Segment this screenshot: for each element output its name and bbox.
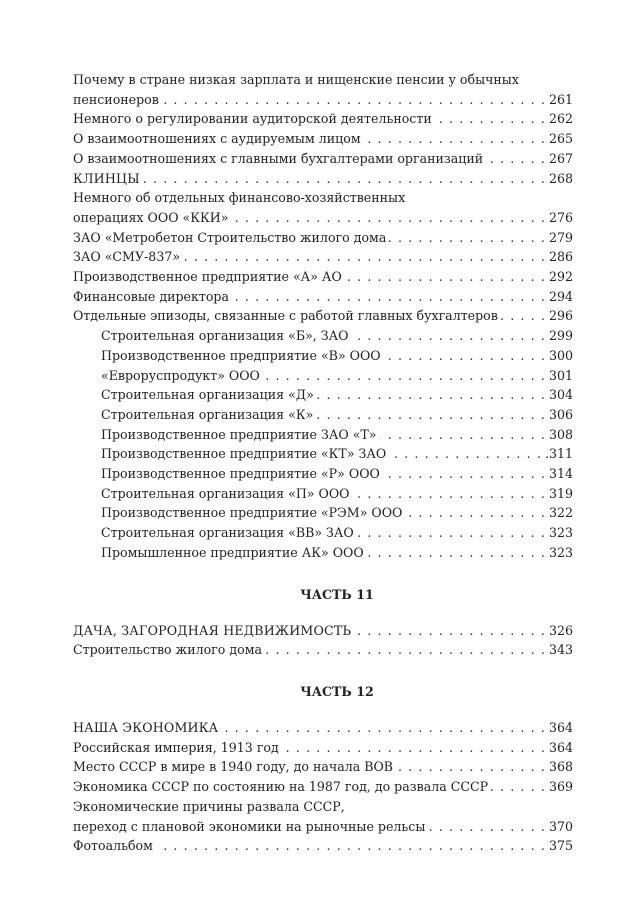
toc-entry-title: ЗАО «Метробетон Строительство жилого дома [73,229,387,245]
toc-page-number: 364 [548,719,573,735]
toc-sub-entry[interactable] [73,503,573,523]
toc-page-number: 369 [548,779,573,795]
toc-entry-title: Фотоальбом [73,838,153,854]
toc-sub-entry[interactable] [73,346,573,366]
toc-page-number: 343 [548,642,573,658]
toc-entry-title: Строительная организация «ВВ» ЗАО [101,525,354,541]
toc-sub-entry[interactable] [73,405,573,425]
toc-entry-title: О взаимоотношениях с аудируемым лицом [73,131,361,147]
toc-entry-title-line1: Немного об отдельных финансово-хозяйственных [73,190,406,206]
toc-entry[interactable] [73,109,573,129]
toc-sub-entry[interactable] [73,385,573,405]
toc-page-number: 370 [548,818,573,834]
toc-entry-title: Немного о регулировании аудиторской деятельности [73,111,432,127]
toc-entry-title: переход с плановой экономики на рыночные рельсы [73,818,426,834]
toc-entry[interactable] [73,777,573,797]
toc-page-number: 319 [548,485,573,501]
toc-page-number: 306 [548,406,573,422]
toc-page-number: 368 [548,759,573,775]
dot-leader [428,817,546,837]
toc-page-number: 265 [548,131,573,147]
toc-entry-title: Отдельные эпизоды, связанные с работой главных бухгалтеров [73,308,498,324]
table-of-contents [73,70,573,856]
toc-page-number: 326 [548,622,573,638]
dot-leader [435,109,546,129]
toc-page-number: 296 [548,308,573,324]
toc-page-number: 261 [548,91,573,107]
dot-leader [389,228,546,248]
dot-leader [162,90,546,110]
toc-page-number: 276 [548,209,573,225]
toc-page-number: 314 [548,466,573,482]
toc-page-number: .311 [544,446,573,462]
dot-leader [354,621,546,641]
dot-leader [384,346,546,366]
toc-sub-entry[interactable] [73,523,573,543]
spacer [73,605,573,621]
toc-entry-title: Производственное предприятие «В» ООО [101,347,381,363]
toc-entry-title: ДАЧА, ЗАГОРОДНАЯ НЕДВИЖИМОСТЬ [73,622,352,638]
toc-entry-title: О взаимоотношениях с главными бухгалтерами организаций [73,150,484,166]
toc-page-number: 299 [548,328,573,344]
toc-entry-title: пенсионеров [73,91,159,107]
dot-leader [367,543,546,563]
toc-page-number: 323 [548,525,573,541]
toc-sub-entry[interactable] [73,444,573,464]
dot-leader [263,366,546,386]
spacer [73,702,573,718]
dot-leader [352,326,546,346]
toc-page-number: 286 [548,249,573,265]
toc-page-number: 279 [548,229,573,245]
dot-leader [396,757,546,777]
toc-entry-title: Строительная организация «Б», ЗАО [101,328,349,344]
toc-entry-title-line1: Почему в стране низкая зарплата и нищенские пенсии у обычных [73,72,519,87]
toc-page-number: 267 [548,150,573,166]
toc-sub-entry[interactable] [73,425,573,445]
toc-entry[interactable] [73,228,573,248]
toc-page-number: 268 [548,170,573,186]
part-12-heading: ЧАСТЬ 12 [300,683,374,699]
toc-entry[interactable] [73,738,573,758]
toc-sub-entry[interactable] [73,366,573,386]
dot-leader [364,129,546,149]
toc-page-number: 308 [548,426,573,442]
toc-sub-entry[interactable] [73,326,573,346]
toc-page-number: 364 [548,739,573,755]
toc-entry-title: Место СССР в мире в 1940 году, до начала ВОВ [73,759,394,775]
toc-entry-title-line1: Экономические причины развала СССР, [73,798,345,814]
part-11-heading: ЧАСТЬ 11 [300,586,374,602]
toc-page-number: 301 [548,367,573,383]
toc-entry[interactable] [73,640,573,660]
toc-entry-title: Производственное предприятие «РЭМ» ООО [101,505,403,521]
toc-page-number: 262 [548,111,573,127]
dot-leader [231,208,546,228]
toc-entry[interactable] [73,169,573,189]
toc-entry[interactable] [73,621,573,641]
dot-leader [501,306,546,326]
toc-entry-title: Финансовые директора [73,288,230,304]
dot-leader [317,385,546,405]
toc-entry[interactable] [73,70,573,109]
dot-leader [486,149,546,169]
toc-entry-title: Производственное предприятие «А» АО [73,269,342,285]
dot-leader [282,738,546,758]
toc-sub-entry[interactable] [73,543,573,563]
toc-entry-title: Производственное предприятие «КТ» ЗАО [101,446,387,462]
toc-entry-title: Российская империя, 1913 год [73,739,279,755]
dot-leader [353,484,546,504]
toc-page-number: 322 [548,505,573,521]
toc-entry[interactable] [73,149,573,169]
toc-entry[interactable] [73,267,573,287]
toc-entry[interactable] [73,797,573,836]
toc-entry-title: Строительная организация «Д» [101,387,314,403]
dot-leader [183,247,546,267]
toc-page-number: 292 [548,269,573,285]
toc-entry-title: КЛИНЦЫ [73,170,140,186]
dot-leader [156,836,546,856]
toc-entry-title: Строительство жилого дома [73,642,262,658]
dot-leader [405,503,546,523]
toc-entry[interactable] [73,306,573,326]
toc-sub-entry[interactable] [73,464,573,484]
dot-leader [345,267,546,287]
toc-entry[interactable] [73,718,573,738]
toc-page-number: 294 [548,288,573,304]
dot-leader [221,718,546,738]
dot-leader [357,523,546,543]
toc-entry[interactable] [73,247,573,267]
toc-entry-title: Производственное предприятие «Р» ООО [101,466,380,482]
toc-entry[interactable] [73,129,573,149]
dot-leader [265,640,546,660]
toc-entry[interactable] [73,287,573,307]
dot-leader [383,464,546,484]
spacer [73,563,573,585]
toc-entry-title: «Евроруспродукт» ООО [101,367,260,383]
toc-entry-title: Строительная организация «П» ООО [101,485,350,501]
dot-leader [143,169,546,189]
toc-page-number: 323 [548,544,573,560]
dot-leader [491,777,546,797]
toc-entry-title: операциях ООО «ККИ» [73,209,229,225]
toc-entry-title: НАША ЭКОНОМИКА [73,719,219,735]
toc-entry-title: ЗАО «СМУ-837» [73,249,181,265]
spacer [73,660,573,682]
toc-page-number: 375 [548,838,573,854]
toc-entry[interactable] [73,836,573,856]
toc-page-number: 304 [548,387,573,403]
dot-leader [389,444,542,464]
toc-entry-title: Промышленное предприятие АК» ООО [101,544,364,560]
toc-entry-title: Производственное предприятие ЗАО «Т» [101,426,377,442]
toc-entry-title: Экономика СССР по состоянию на 1987 год, до развала СССР [73,779,489,795]
toc-sub-entry[interactable] [73,484,573,504]
toc-entry[interactable] [73,757,573,777]
dot-leader [316,405,546,425]
toc-entry[interactable] [73,188,573,227]
dot-leader [232,287,546,307]
dot-leader [380,425,546,445]
toc-page-number: 300 [548,347,573,363]
toc-entry-title: Строительная организация «К» [101,406,314,422]
